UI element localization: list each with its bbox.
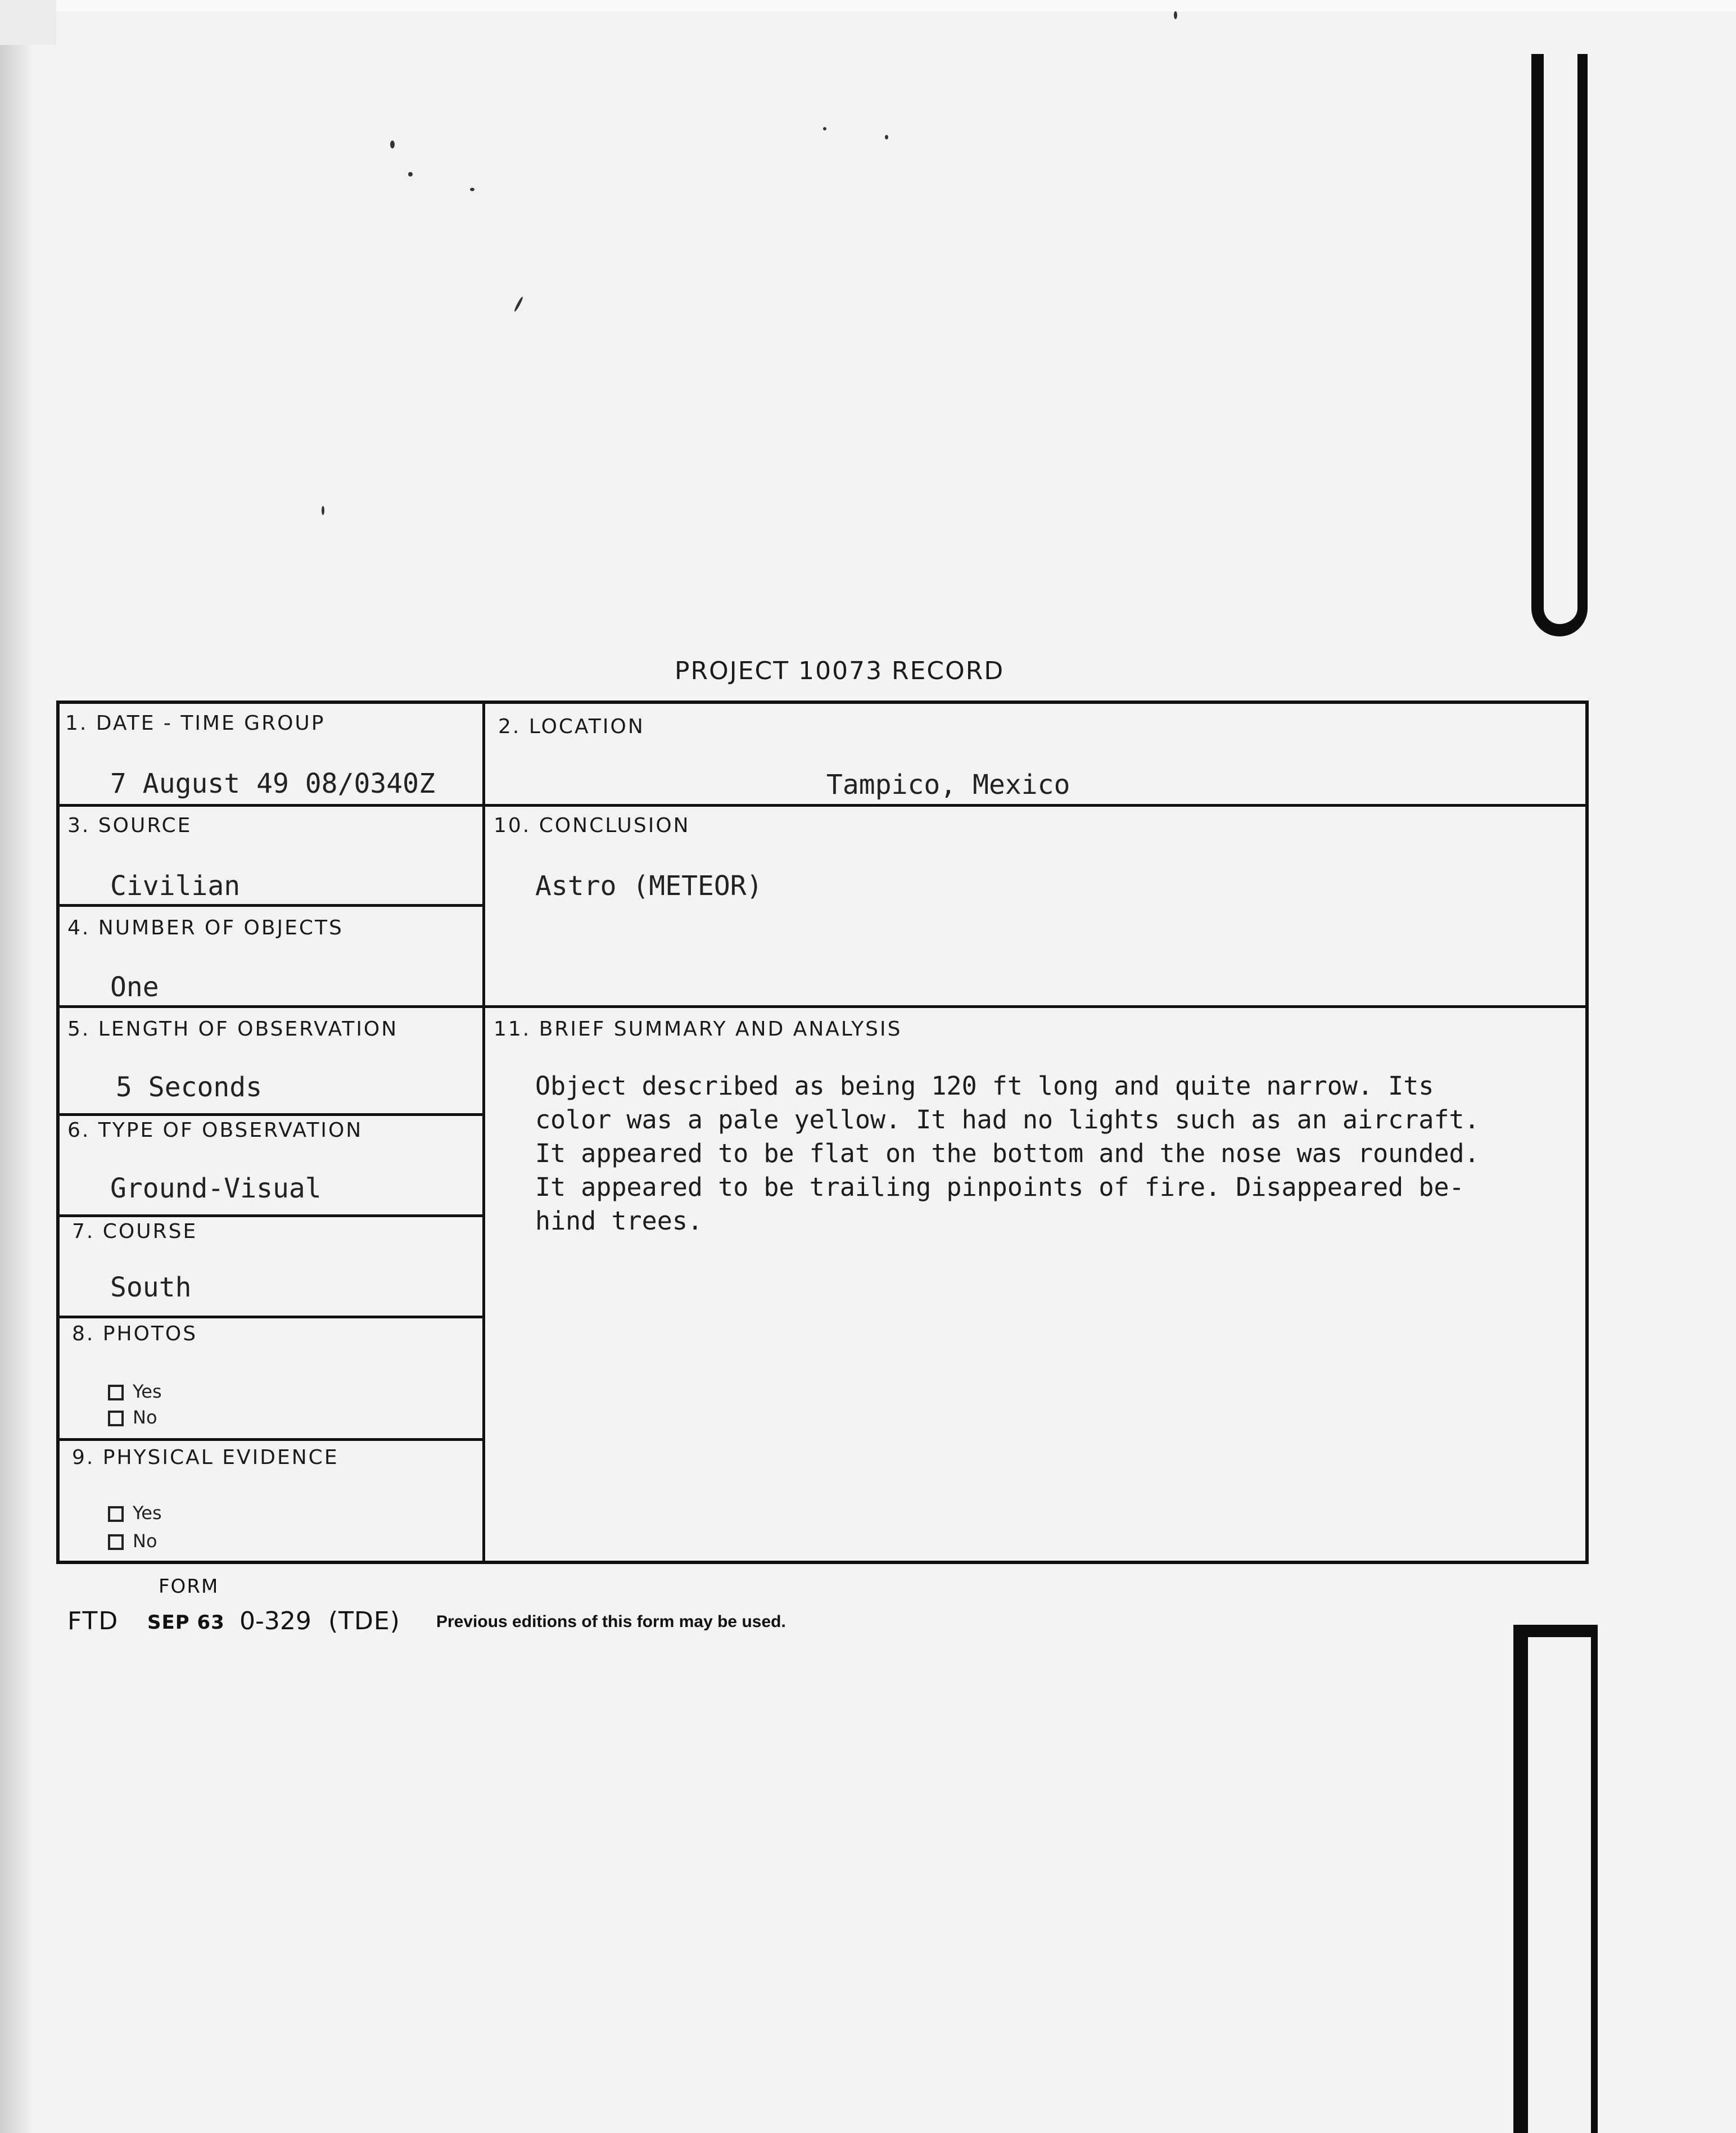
record-title: PROJECT 10073 RECORD <box>675 657 1005 685</box>
footer-ftd: FTD <box>67 1607 119 1635</box>
number-of-objects-label: 4. NUMBER OF OBJECTS <box>67 916 343 939</box>
checkbox-icon <box>108 1506 124 1522</box>
date-time-group-value: 7 August 49 08/0340Z <box>110 768 435 799</box>
photos-no-option <box>108 1407 157 1428</box>
length-of-observation-value: 5 Seconds <box>116 1072 263 1103</box>
row-divider <box>60 804 1589 807</box>
column-divider <box>482 704 485 1564</box>
footer-code: (TDE) <box>328 1607 400 1635</box>
scan-corner-shadow <box>0 0 56 45</box>
number-of-objects-value: One <box>110 971 159 1003</box>
binder-clip-bottom <box>1513 1625 1598 2133</box>
scan-left-shadow <box>0 45 34 2133</box>
row-divider <box>60 904 482 907</box>
physical-evidence-no-label: No <box>133 1530 157 1552</box>
source-value: Civilian <box>110 870 241 902</box>
footer-note: Previous editions of this form may be used. <box>436 1612 786 1631</box>
row-divider <box>60 1214 482 1217</box>
summary-line: Object described as being 120 ft long and quite narrow. Its <box>535 1071 1434 1101</box>
scan-speck <box>390 141 395 148</box>
type-of-observation-label: 6. TYPE OF OBSERVATION <box>67 1119 363 1142</box>
photos-label: 8. PHOTOS <box>72 1322 198 1345</box>
footer-form-word: FORM <box>159 1575 219 1598</box>
page-top-edge <box>0 0 1736 11</box>
course-value: South <box>110 1272 192 1303</box>
physical-evidence-label: 9. PHYSICAL EVIDENCE <box>72 1446 339 1469</box>
binder-clip-top <box>1531 54 1588 636</box>
conclusion-value: Astro (METEOR) <box>535 870 763 902</box>
row-divider <box>60 1005 1589 1008</box>
physical-evidence-no-option <box>108 1530 157 1552</box>
scan-speck <box>823 127 826 130</box>
source-label: 3. SOURCE <box>67 814 192 837</box>
scan-mark <box>513 296 523 313</box>
summary-line: color was a pale yellow. It had no lights such as an aircraft. <box>535 1105 1480 1135</box>
scan-speck <box>408 172 413 177</box>
physical-evidence-yes-option <box>108 1502 162 1524</box>
row-divider <box>60 1438 482 1441</box>
footer-date: SEP 63 <box>147 1611 225 1634</box>
checkbox-icon <box>108 1534 124 1550</box>
row-divider <box>60 1113 482 1116</box>
record-form <box>56 701 1589 1564</box>
summary-line: hind trees. <box>535 1206 703 1236</box>
scan-speck <box>322 506 324 515</box>
type-of-observation-value: Ground-Visual <box>110 1173 322 1204</box>
summary-text <box>535 1069 1598 1238</box>
checkbox-icon <box>108 1411 124 1426</box>
summary-line: It appeared to be trailing pinpoints of fire. Disappeared be- <box>535 1172 1464 1202</box>
conclusion-label: 10. CONCLUSION <box>494 814 690 837</box>
length-of-observation-label: 5. LENGTH OF OBSERVATION <box>67 1018 399 1041</box>
course-label: 7. COURSE <box>72 1220 198 1243</box>
date-time-group-label: 1. DATE - TIME GROUP <box>65 712 326 735</box>
summary-label: 11. BRIEF SUMMARY AND ANALYSIS <box>494 1018 902 1041</box>
footer-form-number: 0-329 <box>239 1607 311 1635</box>
checkbox-icon <box>108 1385 124 1400</box>
physical-evidence-yes-label: Yes <box>133 1502 162 1524</box>
photos-yes-option <box>108 1381 162 1402</box>
photos-no-label: No <box>133 1407 157 1428</box>
location-label: 2. LOCATION <box>498 715 645 738</box>
photos-yes-label: Yes <box>133 1381 162 1402</box>
scan-speck <box>470 188 474 191</box>
row-divider <box>60 1316 482 1318</box>
scan-speck <box>885 135 888 139</box>
scan-speck <box>1174 11 1177 19</box>
summary-line: It appeared to be flat on the bottom and the nose was rounded. <box>535 1138 1480 1168</box>
location-value: Tampico, Mexico <box>826 769 1070 801</box>
